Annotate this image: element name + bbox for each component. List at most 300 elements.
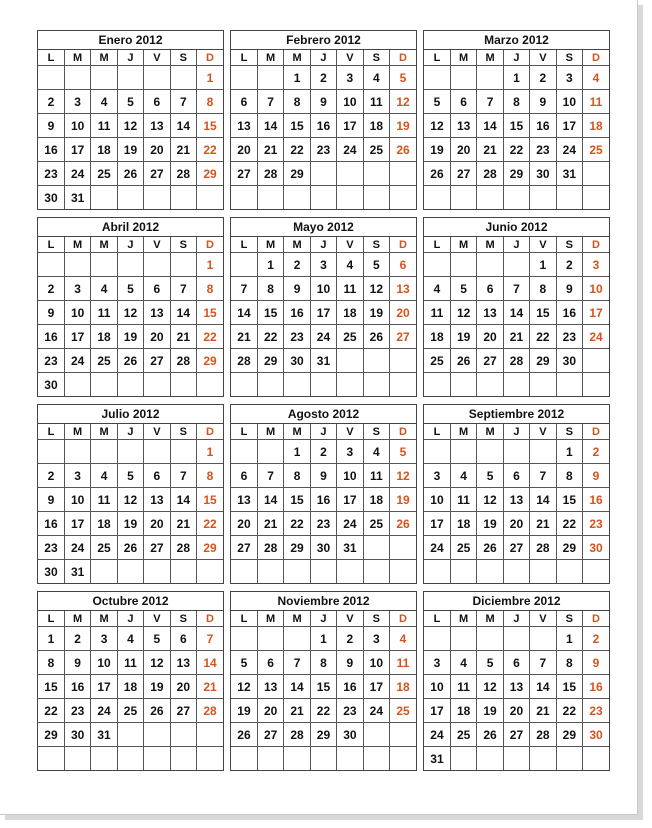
week-row (231, 277, 416, 301)
day-cell: 14 (170, 114, 196, 138)
day-cell: 3 (64, 464, 90, 488)
day-cell (477, 627, 503, 651)
weekday-label: M (450, 611, 476, 627)
day-cell (170, 66, 196, 90)
weekday-label: S (363, 424, 389, 440)
day-cell: 20 (257, 699, 283, 723)
day-cell: 20 (144, 512, 170, 536)
day-cell: 24 (91, 699, 117, 723)
weekday-label: S (556, 50, 582, 66)
day-cell (64, 747, 90, 771)
day-cell: 31 (424, 747, 450, 771)
day-cell (337, 162, 363, 186)
weekday-label: S (363, 611, 389, 627)
day-cell (390, 349, 416, 373)
week-row (231, 464, 416, 488)
day-cell: 26 (390, 512, 416, 536)
day-cell: 1 (310, 627, 336, 651)
week-row (231, 723, 416, 747)
weekday-label: J (503, 424, 529, 440)
day-cell: 15 (38, 675, 64, 699)
weekday-label: V (337, 50, 363, 66)
weekday-label: L (38, 237, 64, 253)
day-cell: 28 (170, 162, 196, 186)
weekday-header-row (231, 424, 416, 440)
day-cell: 27 (144, 162, 170, 186)
day-cell (144, 723, 170, 747)
day-cell: 22 (38, 699, 64, 723)
week-row (38, 560, 223, 584)
day-cell (64, 253, 90, 277)
weekday-label: M (477, 237, 503, 253)
week-row (38, 301, 223, 325)
day-cell (363, 373, 389, 397)
day-cell (197, 747, 223, 771)
day-cell: 22 (197, 325, 223, 349)
weekday-label: D (197, 611, 223, 627)
weekday-label: J (503, 611, 529, 627)
day-cell (197, 723, 223, 747)
day-cell: 2 (556, 253, 582, 277)
month-days-table (424, 237, 609, 396)
day-cell: 28 (257, 162, 283, 186)
day-cell (144, 747, 170, 771)
day-cell (424, 560, 450, 584)
month-calendar (230, 404, 417, 584)
weekday-label: M (64, 424, 90, 440)
week-row (38, 488, 223, 512)
day-cell: 29 (197, 349, 223, 373)
week-row (38, 325, 223, 349)
day-cell: 20 (144, 325, 170, 349)
day-cell: 9 (38, 301, 64, 325)
day-cell: 26 (144, 699, 170, 723)
day-cell: 5 (144, 627, 170, 651)
day-cell: 16 (556, 301, 582, 325)
day-cell: 15 (257, 301, 283, 325)
week-row (38, 349, 223, 373)
day-cell: 6 (144, 90, 170, 114)
day-cell: 16 (530, 114, 556, 138)
day-cell: 28 (170, 536, 196, 560)
day-cell: 11 (91, 488, 117, 512)
day-cell: 30 (284, 349, 310, 373)
weekday-label: D (390, 237, 416, 253)
day-cell: 16 (38, 325, 64, 349)
day-cell: 13 (144, 301, 170, 325)
day-cell: 18 (91, 512, 117, 536)
day-cell: 23 (337, 699, 363, 723)
day-cell: 23 (38, 162, 64, 186)
day-cell: 9 (556, 277, 582, 301)
day-cell (231, 66, 257, 90)
day-cell: 6 (390, 253, 416, 277)
weekday-label: M (477, 424, 503, 440)
weekday-label: M (64, 237, 90, 253)
day-cell: 9 (284, 277, 310, 301)
day-cell: 20 (503, 699, 529, 723)
day-cell (530, 186, 556, 210)
day-cell (337, 747, 363, 771)
day-cell (556, 373, 582, 397)
day-cell: 12 (117, 488, 143, 512)
weekday-label: D (197, 237, 223, 253)
day-cell: 22 (284, 138, 310, 162)
week-row (231, 560, 416, 584)
day-cell (477, 186, 503, 210)
day-cell (91, 186, 117, 210)
day-cell: 22 (197, 512, 223, 536)
day-cell (503, 560, 529, 584)
weekday-header-row (424, 50, 609, 66)
month-calendar (37, 30, 224, 210)
weekday-label: V (337, 237, 363, 253)
week-row (38, 90, 223, 114)
day-cell: 10 (337, 464, 363, 488)
day-cell: 17 (64, 512, 90, 536)
day-cell: 4 (583, 66, 609, 90)
day-cell: 31 (64, 560, 90, 584)
day-cell: 11 (91, 301, 117, 325)
weekday-label: S (363, 237, 389, 253)
day-cell: 31 (91, 723, 117, 747)
day-cell: 5 (390, 440, 416, 464)
week-row (231, 253, 416, 277)
day-cell: 12 (477, 675, 503, 699)
day-cell (450, 747, 476, 771)
day-cell: 12 (363, 277, 389, 301)
weekday-header-row (38, 237, 223, 253)
day-cell (117, 186, 143, 210)
weekday-label: M (284, 50, 310, 66)
day-cell: 2 (310, 66, 336, 90)
week-row (424, 138, 609, 162)
day-cell: 4 (424, 277, 450, 301)
day-cell: 26 (390, 138, 416, 162)
week-row (38, 464, 223, 488)
day-cell: 25 (117, 699, 143, 723)
day-cell: 24 (337, 512, 363, 536)
week-row (231, 90, 416, 114)
weekday-label: M (257, 50, 283, 66)
day-cell (390, 186, 416, 210)
day-cell: 15 (197, 488, 223, 512)
day-cell: 14 (197, 651, 223, 675)
day-cell: 2 (310, 440, 336, 464)
week-row (231, 325, 416, 349)
day-cell (257, 186, 283, 210)
day-cell (363, 723, 389, 747)
day-cell: 7 (284, 651, 310, 675)
day-cell: 9 (310, 464, 336, 488)
week-row (38, 373, 223, 397)
day-cell: 31 (310, 349, 336, 373)
weekday-label: D (197, 50, 223, 66)
day-cell: 14 (231, 301, 257, 325)
week-row (424, 675, 609, 699)
day-cell (231, 186, 257, 210)
day-cell: 8 (257, 277, 283, 301)
day-cell: 17 (337, 114, 363, 138)
week-row (424, 301, 609, 325)
day-cell (390, 560, 416, 584)
day-cell (170, 747, 196, 771)
month-calendar (37, 404, 224, 584)
weekday-label: J (310, 237, 336, 253)
weekday-label: J (310, 611, 336, 627)
day-cell (337, 560, 363, 584)
weekday-label: D (583, 424, 609, 440)
week-row (424, 373, 609, 397)
day-cell: 8 (556, 651, 582, 675)
day-cell: 17 (556, 114, 582, 138)
month-calendar (37, 217, 224, 397)
day-cell: 16 (284, 301, 310, 325)
day-cell: 26 (231, 723, 257, 747)
weekday-label: J (117, 424, 143, 440)
day-cell: 8 (284, 464, 310, 488)
weekday-label: M (91, 424, 117, 440)
day-cell: 2 (337, 627, 363, 651)
weekday-label: L (231, 237, 257, 253)
day-cell (424, 440, 450, 464)
day-cell: 29 (310, 723, 336, 747)
day-cell: 25 (91, 162, 117, 186)
week-row (231, 186, 416, 210)
day-cell (38, 747, 64, 771)
weekday-header-row (231, 50, 416, 66)
day-cell (64, 373, 90, 397)
month-calendar (423, 404, 610, 584)
weekday-label: L (231, 611, 257, 627)
week-row (38, 651, 223, 675)
day-cell: 30 (583, 723, 609, 747)
day-cell: 2 (530, 66, 556, 90)
day-cell: 18 (583, 114, 609, 138)
day-cell (583, 373, 609, 397)
day-cell: 29 (38, 723, 64, 747)
day-cell: 20 (170, 675, 196, 699)
day-cell: 22 (284, 512, 310, 536)
day-cell: 22 (530, 325, 556, 349)
day-cell: 13 (450, 114, 476, 138)
weekday-label: M (284, 611, 310, 627)
day-cell: 6 (257, 651, 283, 675)
day-cell: 19 (117, 325, 143, 349)
weekday-label: L (424, 50, 450, 66)
day-cell (390, 162, 416, 186)
weekday-label: M (284, 237, 310, 253)
day-cell (503, 440, 529, 464)
weekday-label: J (117, 237, 143, 253)
month-calendar (230, 30, 417, 210)
weekday-header-row (424, 424, 609, 440)
day-cell: 27 (477, 349, 503, 373)
day-cell: 23 (38, 536, 64, 560)
day-cell: 3 (91, 627, 117, 651)
day-cell (530, 440, 556, 464)
day-cell: 14 (284, 675, 310, 699)
day-cell (231, 373, 257, 397)
day-cell: 17 (310, 301, 336, 325)
day-cell: 13 (503, 488, 529, 512)
day-cell: 28 (231, 349, 257, 373)
day-cell: 23 (556, 325, 582, 349)
month-days-table (231, 237, 416, 396)
weekday-header-row (38, 611, 223, 627)
day-cell (38, 66, 64, 90)
day-cell (583, 560, 609, 584)
day-cell: 15 (197, 301, 223, 325)
month-calendar (423, 217, 610, 397)
day-cell: 15 (310, 675, 336, 699)
day-cell: 3 (337, 440, 363, 464)
day-cell (284, 560, 310, 584)
day-cell (363, 536, 389, 560)
day-cell: 6 (170, 627, 196, 651)
weekday-header-row (38, 424, 223, 440)
day-cell: 16 (583, 675, 609, 699)
day-cell: 21 (503, 325, 529, 349)
week-row (231, 488, 416, 512)
day-cell: 5 (117, 90, 143, 114)
weekday-label: D (390, 424, 416, 440)
day-cell: 29 (530, 349, 556, 373)
day-cell: 29 (556, 536, 582, 560)
day-cell: 18 (363, 114, 389, 138)
day-cell: 16 (310, 488, 336, 512)
day-cell (170, 723, 196, 747)
day-cell: 13 (231, 114, 257, 138)
day-cell (91, 440, 117, 464)
week-row (231, 66, 416, 90)
day-cell: 29 (503, 162, 529, 186)
day-cell (257, 440, 283, 464)
day-cell: 26 (117, 162, 143, 186)
day-cell (91, 747, 117, 771)
day-cell (390, 747, 416, 771)
day-cell: 15 (556, 675, 582, 699)
day-cell: 25 (363, 138, 389, 162)
day-cell: 7 (530, 464, 556, 488)
day-cell: 14 (170, 301, 196, 325)
day-cell: 24 (64, 536, 90, 560)
day-cell: 23 (284, 325, 310, 349)
weekday-label: V (530, 611, 556, 627)
week-row (231, 675, 416, 699)
day-cell: 7 (170, 90, 196, 114)
day-cell: 1 (38, 627, 64, 651)
day-cell: 28 (197, 699, 223, 723)
day-cell: 4 (91, 464, 117, 488)
day-cell (503, 186, 529, 210)
day-cell (477, 560, 503, 584)
day-cell: 5 (117, 464, 143, 488)
month-title: Julio 2012 (38, 405, 223, 424)
week-row (38, 675, 223, 699)
day-cell: 26 (477, 536, 503, 560)
day-cell: 3 (556, 66, 582, 90)
day-cell: 13 (231, 488, 257, 512)
month-title: Diciembre 2012 (424, 592, 609, 611)
day-cell: 11 (583, 90, 609, 114)
month-days-table (38, 424, 223, 583)
day-cell: 11 (424, 301, 450, 325)
day-cell: 10 (64, 114, 90, 138)
day-cell: 22 (197, 138, 223, 162)
week-row (231, 747, 416, 771)
day-cell: 1 (284, 440, 310, 464)
day-cell: 25 (450, 723, 476, 747)
day-cell: 6 (503, 464, 529, 488)
month-days-table (424, 611, 609, 770)
day-cell: 16 (64, 675, 90, 699)
day-cell: 9 (583, 651, 609, 675)
day-cell: 24 (337, 138, 363, 162)
day-cell: 4 (363, 66, 389, 90)
day-cell (583, 186, 609, 210)
day-cell: 19 (231, 699, 257, 723)
month-calendar (423, 591, 610, 771)
week-row (231, 138, 416, 162)
day-cell: 10 (363, 651, 389, 675)
day-cell: 8 (197, 464, 223, 488)
day-cell: 19 (390, 488, 416, 512)
day-cell (197, 373, 223, 397)
day-cell: 1 (556, 440, 582, 464)
day-cell: 21 (231, 325, 257, 349)
day-cell (64, 66, 90, 90)
day-cell: 26 (117, 536, 143, 560)
weekday-label: V (144, 237, 170, 253)
weekday-label: M (450, 424, 476, 440)
day-cell (583, 747, 609, 771)
weekday-label: M (64, 611, 90, 627)
day-cell: 26 (363, 325, 389, 349)
day-cell (530, 627, 556, 651)
day-cell: 29 (197, 162, 223, 186)
day-cell (284, 373, 310, 397)
day-cell: 18 (91, 325, 117, 349)
day-cell: 22 (556, 699, 582, 723)
weekday-label: L (231, 50, 257, 66)
day-cell: 4 (91, 90, 117, 114)
weekday-label: S (170, 237, 196, 253)
weekday-label: L (38, 611, 64, 627)
day-cell: 27 (503, 723, 529, 747)
day-cell: 1 (530, 253, 556, 277)
day-cell: 20 (390, 301, 416, 325)
day-cell: 27 (144, 349, 170, 373)
day-cell: 21 (530, 699, 556, 723)
day-cell (117, 723, 143, 747)
week-row (424, 66, 609, 90)
day-cell: 3 (337, 66, 363, 90)
day-cell: 15 (284, 114, 310, 138)
day-cell (363, 747, 389, 771)
day-cell: 11 (390, 651, 416, 675)
day-cell: 24 (363, 699, 389, 723)
day-cell (583, 162, 609, 186)
week-row (424, 114, 609, 138)
day-cell: 17 (424, 699, 450, 723)
day-cell: 24 (64, 349, 90, 373)
day-cell: 13 (503, 675, 529, 699)
week-row (424, 325, 609, 349)
day-cell: 8 (310, 651, 336, 675)
day-cell: 7 (530, 651, 556, 675)
day-cell: 14 (170, 488, 196, 512)
